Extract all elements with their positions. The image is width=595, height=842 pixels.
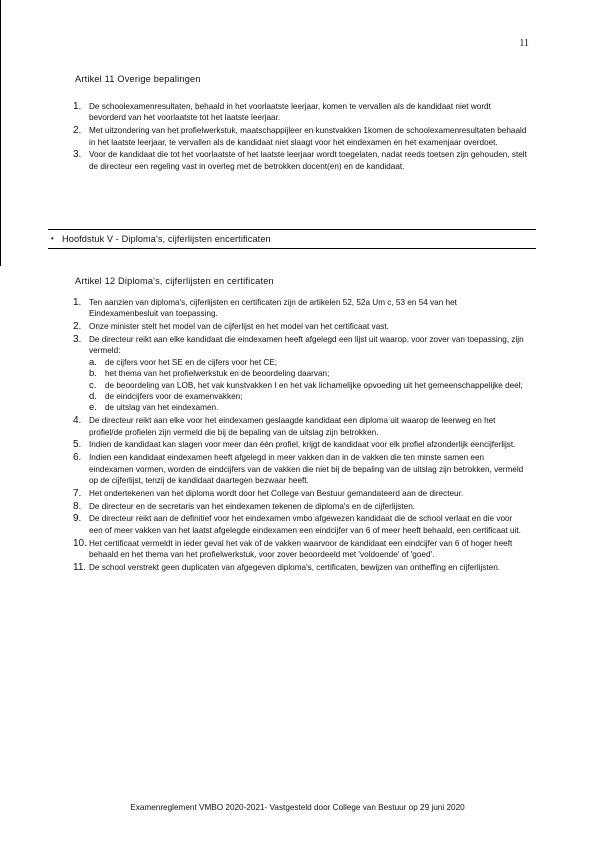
list-item bbox=[73, 297, 527, 320]
item-number: 5. bbox=[73, 439, 82, 451]
page-footer: Examenreglement VMBO 2020-2021- Vastgesteld door College van Bestuur op 29 juni 2020 bbox=[130, 803, 465, 812]
item-text: De directeur en de secretaris van het eindexamen tekenen de diploma's en de cijferlijsten. bbox=[89, 501, 416, 511]
item-text: Voor de kandidaat die tot het voorlaatste of het laatste leerjaar wordt toegelaten, nadat reeds toetsen zijn gehouden, stelt de directeur een regeling vast in overleg met de betrokken docent(en) en de kandidaat. bbox=[89, 150, 527, 171]
item-text: Indien een kandidaat eindexamen heeft afgelegd in meer vakken dan in de vakken die ten minste samen een eindexamen vormen, worden de eindcijfers van de vakken die niet bij de bepaling van de uitslag zijn betrokken, vermeld op de cijferlijst, tenzij de kandidaat daartegen bezwaar heeft. bbox=[89, 453, 524, 486]
item-text: De school verstrekt geen duplicaten van afgegeven diploma's, certificaten, bewijzen van ontheffing en cijferlijsten. bbox=[89, 562, 501, 572]
margin-rule bbox=[0, 0, 1, 266]
list-item bbox=[73, 538, 527, 561]
list-item bbox=[73, 125, 527, 148]
item-text: Het certificaat vermeldt in ieder geval het vak of de vakken waarvoor de kandidaat een eindcijfer van 6 of hoger heeft behaald en het thema van het profielwerkstuk, voor zover beoordeeld met 'voldoende' of 'goed'. bbox=[89, 538, 513, 560]
article-11-title: Artikel 11 Overige bepalingen bbox=[75, 74, 201, 84]
sub-item-letter: c. bbox=[89, 379, 97, 391]
item-number: 9. bbox=[73, 513, 82, 525]
item-text: Onze minister stelt het model van de cijferlijst en het model van het certificaat vast. bbox=[89, 322, 389, 332]
item-number: 6. bbox=[73, 452, 82, 464]
item-text: De directeur reikt aan elke voor het eindexamen geslaagde kandidaat een diploma uit waarop de leerweg en het profiel/de profielen zijn vermeld die bij de bepaling van de uitslag zijn betrokken. bbox=[89, 416, 496, 437]
list-item bbox=[73, 562, 527, 573]
list-item bbox=[73, 321, 527, 332]
sub-item-letter: b. bbox=[89, 368, 97, 380]
item-number: 1. bbox=[73, 101, 82, 112]
article-11-list bbox=[73, 101, 527, 174]
item-text: De schoolexamenresultaten, behaald in het voorlaatste leerjaar, komen te vervallen als de kandidaat niet wordt bevorderd van het voorlaatste tot het laatste leerjaar. bbox=[89, 102, 491, 123]
bullet-icon: • bbox=[51, 234, 54, 243]
item-number: 11. bbox=[73, 561, 87, 573]
list-item bbox=[73, 101, 527, 124]
item-text: Met uitzondering van het profielwerkstuk, maatschappijleer en kunstvakken 1komen de schoolexamenresultaten behaald in het laatste leerjaar, te vervallen als de kandidaat niet slaagt voor het eindexamen en het examenjaar overdoet. bbox=[89, 126, 527, 147]
item-number: 2. bbox=[73, 125, 82, 137]
item-number: 7. bbox=[73, 487, 82, 499]
item-number: 1. bbox=[73, 297, 82, 308]
item-number: 4. bbox=[73, 415, 82, 427]
chapter-heading-bar bbox=[48, 229, 536, 249]
item-number: 8. bbox=[73, 500, 82, 512]
sub-item-text: de cijfers voor het SE en de cijfers voor het CE; bbox=[105, 357, 278, 367]
list-item bbox=[73, 149, 527, 172]
item-text: Ten aanzien van diploma's, cijferlijsten en certificaten zijn de artikelen 52, 52a Um c, 53 en 54 van het Eindexamenbesluit van toepassing. bbox=[89, 298, 457, 319]
list-item bbox=[73, 488, 527, 499]
article-12-list bbox=[73, 297, 527, 575]
list-item bbox=[73, 334, 527, 414]
item-text: Het ondertekenen van het diploma wordt door het College van Bestuur gemandateerd aan de directeur. bbox=[89, 488, 464, 498]
list-item bbox=[73, 501, 527, 512]
list-item bbox=[73, 452, 527, 486]
sub-list-item bbox=[89, 368, 527, 379]
list-item bbox=[73, 415, 527, 438]
sub-list-item bbox=[89, 380, 527, 391]
sub-item-text: de beoordeling van LOB, het vak kunstvakken I en het vak lichamelijke opvoeding uit het gemeenschappelijke deel; bbox=[105, 380, 523, 390]
sub-list-item bbox=[89, 402, 527, 413]
sub-item-letter: d. bbox=[89, 391, 97, 403]
sub-item-text: de eindcijfers voor de examenvakken; bbox=[105, 392, 243, 402]
sub-item-text: de uitslag van het eindexamen. bbox=[105, 403, 219, 413]
sub-item-letter: e. bbox=[89, 402, 97, 414]
item-number: 2. bbox=[73, 321, 82, 333]
sub-list-item bbox=[89, 391, 527, 402]
list-item bbox=[73, 439, 527, 450]
sub-list-item bbox=[89, 357, 527, 368]
item-number: 3. bbox=[73, 334, 82, 345]
item-text: Indien de kandidaat kan slagen voor meer dan één profiel, krijgt de kandidaat voor elk profiel afzonderlijk eencijferlijst. bbox=[89, 440, 516, 450]
page-number: 11 bbox=[519, 38, 529, 49]
item-number: 10. bbox=[73, 537, 87, 549]
item-number: 3. bbox=[73, 149, 82, 161]
sub-item-text: het thema van het profielwerkstuk en de beoordeling daarvan; bbox=[105, 369, 330, 379]
article-12-title: Artikel 12 Diploma's, cijferlijsten en certificaten bbox=[75, 276, 274, 286]
sub-item-letter: a. bbox=[89, 356, 97, 368]
item-text: De directeur reikt aan de definitief voor het eindexamen vmbo afgewezen kandidaat die de school verlaat en die voor een of meer vakken van het laatst afgelegde eindexamen een eindcijfer van 6 of meer heeft behaald, een certificaat uit. bbox=[89, 514, 521, 535]
list-item bbox=[73, 513, 527, 536]
item-text: De directeur reikt aan elke kandidaat die eindexamen heeft afgelegd een lijst uit waarop, voor zover van toepassing, zijn vermeld: bbox=[89, 335, 524, 356]
sub-list bbox=[89, 357, 527, 414]
chapter-title: Hoofdstuk V - Diploma's, cijferlijsten encertificaten bbox=[62, 234, 271, 244]
